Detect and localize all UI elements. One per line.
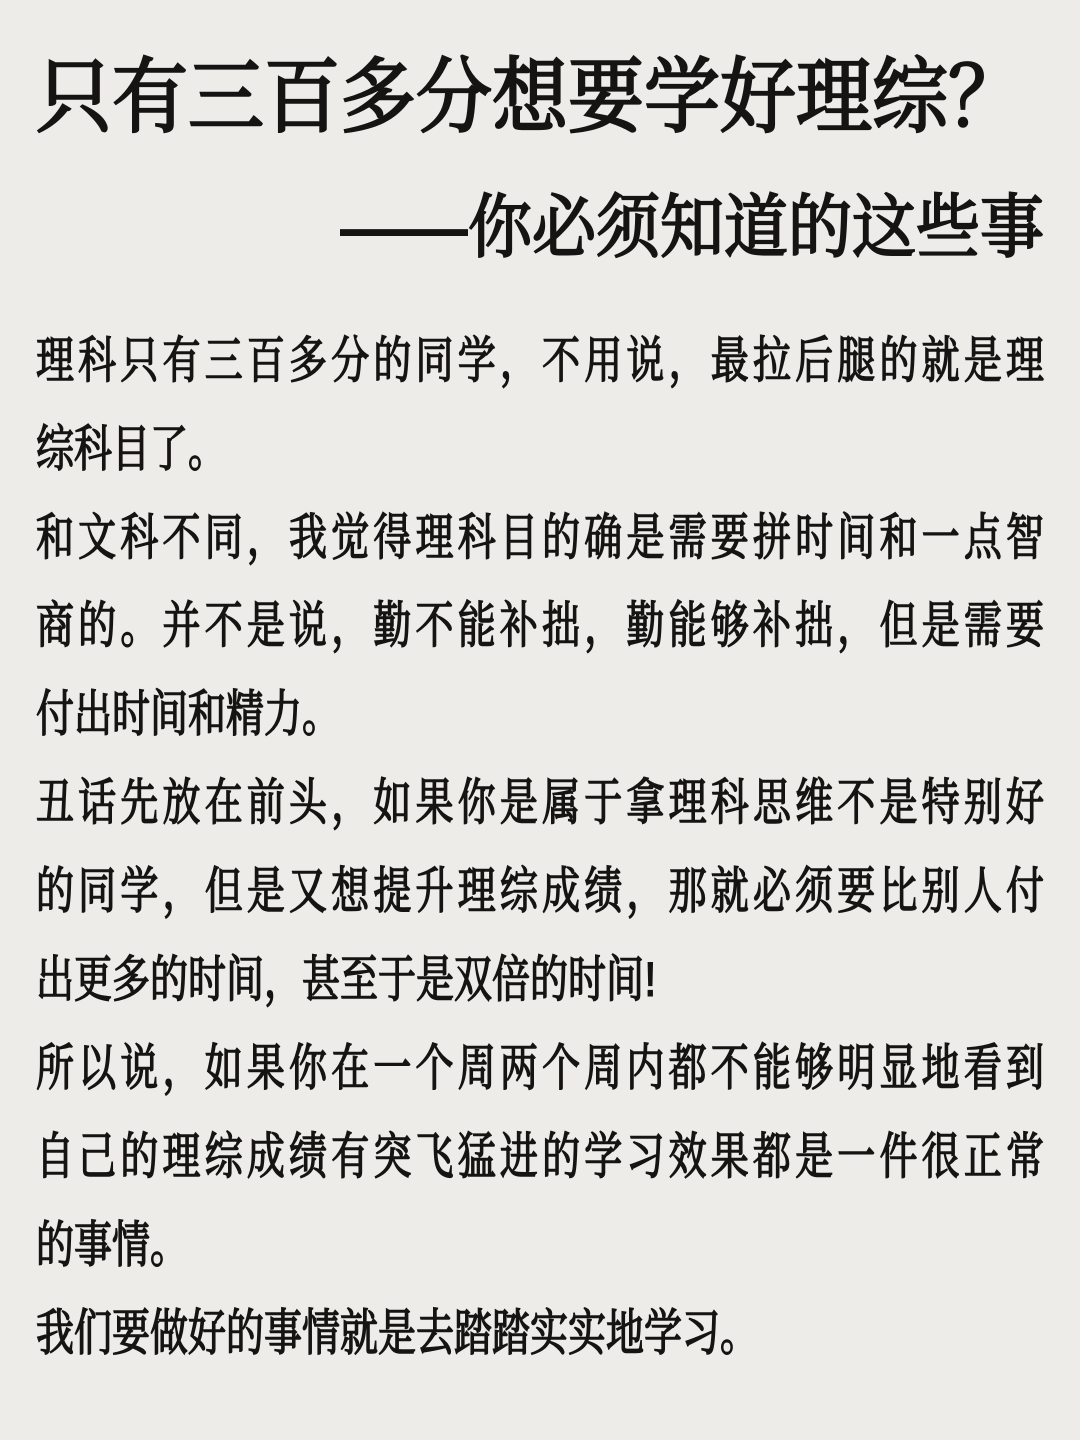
body-line: 出更多的时间，甚至于是双倍的时间! [36, 952, 657, 1009]
body-line: 所以说，如果你在一个周两个周内都不能够明显地看到 [36, 1041, 1044, 1097]
body-line: 自己的理综成绩有突飞猛进的学习效果都是一件很正常 [36, 1129, 1044, 1186]
body-line: 付出时间和精力。 [36, 687, 341, 744]
body-line: 商的。并不是说，勤不能补拙，勤能够补拙，但是需要 [36, 599, 1044, 655]
body-line: 的事情。 [36, 1218, 189, 1274]
page-title: 只有三百多分想要学好理综？ [36, 51, 1024, 144]
page-subtitle: ——你必须知道的这些事 [340, 188, 1044, 267]
body-line: 和文科不同，我觉得理科目的确是需要拼时间和一点智 [36, 510, 1044, 567]
body-line: 丑话先放在前头，如果你是属于拿理科思维不是特别好 [36, 776, 1044, 832]
body-text [36, 318, 1044, 1379]
body-line: 理科只有三百多分的同学，不用说，最拉后腿的就是理 [36, 333, 1044, 390]
body-line: 我们要做好的事情就是去踏踏实实地学习。 [36, 1306, 759, 1363]
body-line: 的同学，但是又想提升理综成绩，那就必须要比别人付 [36, 864, 1044, 920]
body-line: 综科目了。 [36, 422, 227, 478]
